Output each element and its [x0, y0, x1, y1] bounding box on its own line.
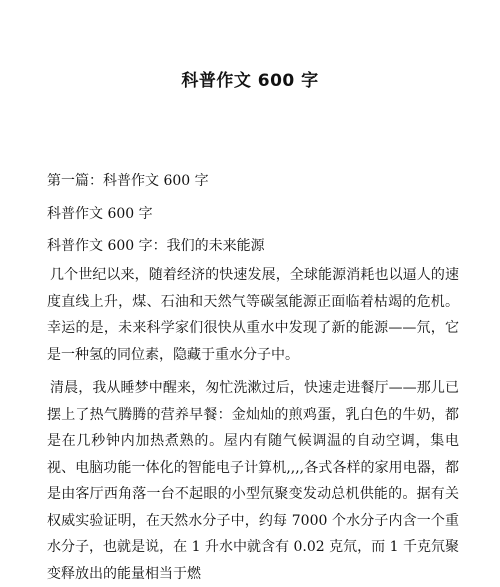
body-paragraph-morning-scene: 清晨，我从睡梦中醒来，匆忙洗漱过后，快速走进餐厅——那儿已摆上了热气腾腾的营养早餐：金灿灿的煎鸡蛋，乳白色的牛奶，都是在几秒钟内加热煮熟的。屋内有随气候调温的自动空调，集电视、电脑功能一体化的智能电子计算机,,,,各式各样的家用电器，都是由客厅西角落一台不起眼的小型氘聚变发动总机供能的。据有关权威实验证明，在天然水分子中，约每 7000 个水分子内含一个重水分子，也就是说，在 1 升水中就含有 0.02 克氘，而 1 千克氘聚变释放出的能量相当于燃	[47, 380, 459, 582]
body-paragraph-energy-crisis: 几个世纪以来，随着经济的快速发展，全球能源消耗也以逼人的速度直线上升，煤、石油和天然气等碳氢能源正面临着枯竭的危机。幸运的是，未来科学家们很快从重水中发现了新的能源——氘，它是一种氢的同位素，隐藏于重水分子中。	[47, 267, 459, 363]
document-title: 科普作文 600 字	[181, 71, 319, 91]
section-heading-third: 科普作文 600 字：我们的未来能源	[47, 238, 265, 254]
section-heading-second: 科普作文 600 字	[47, 206, 153, 222]
section-heading-first: 第一篇：科普作文 600 字	[47, 173, 209, 189]
